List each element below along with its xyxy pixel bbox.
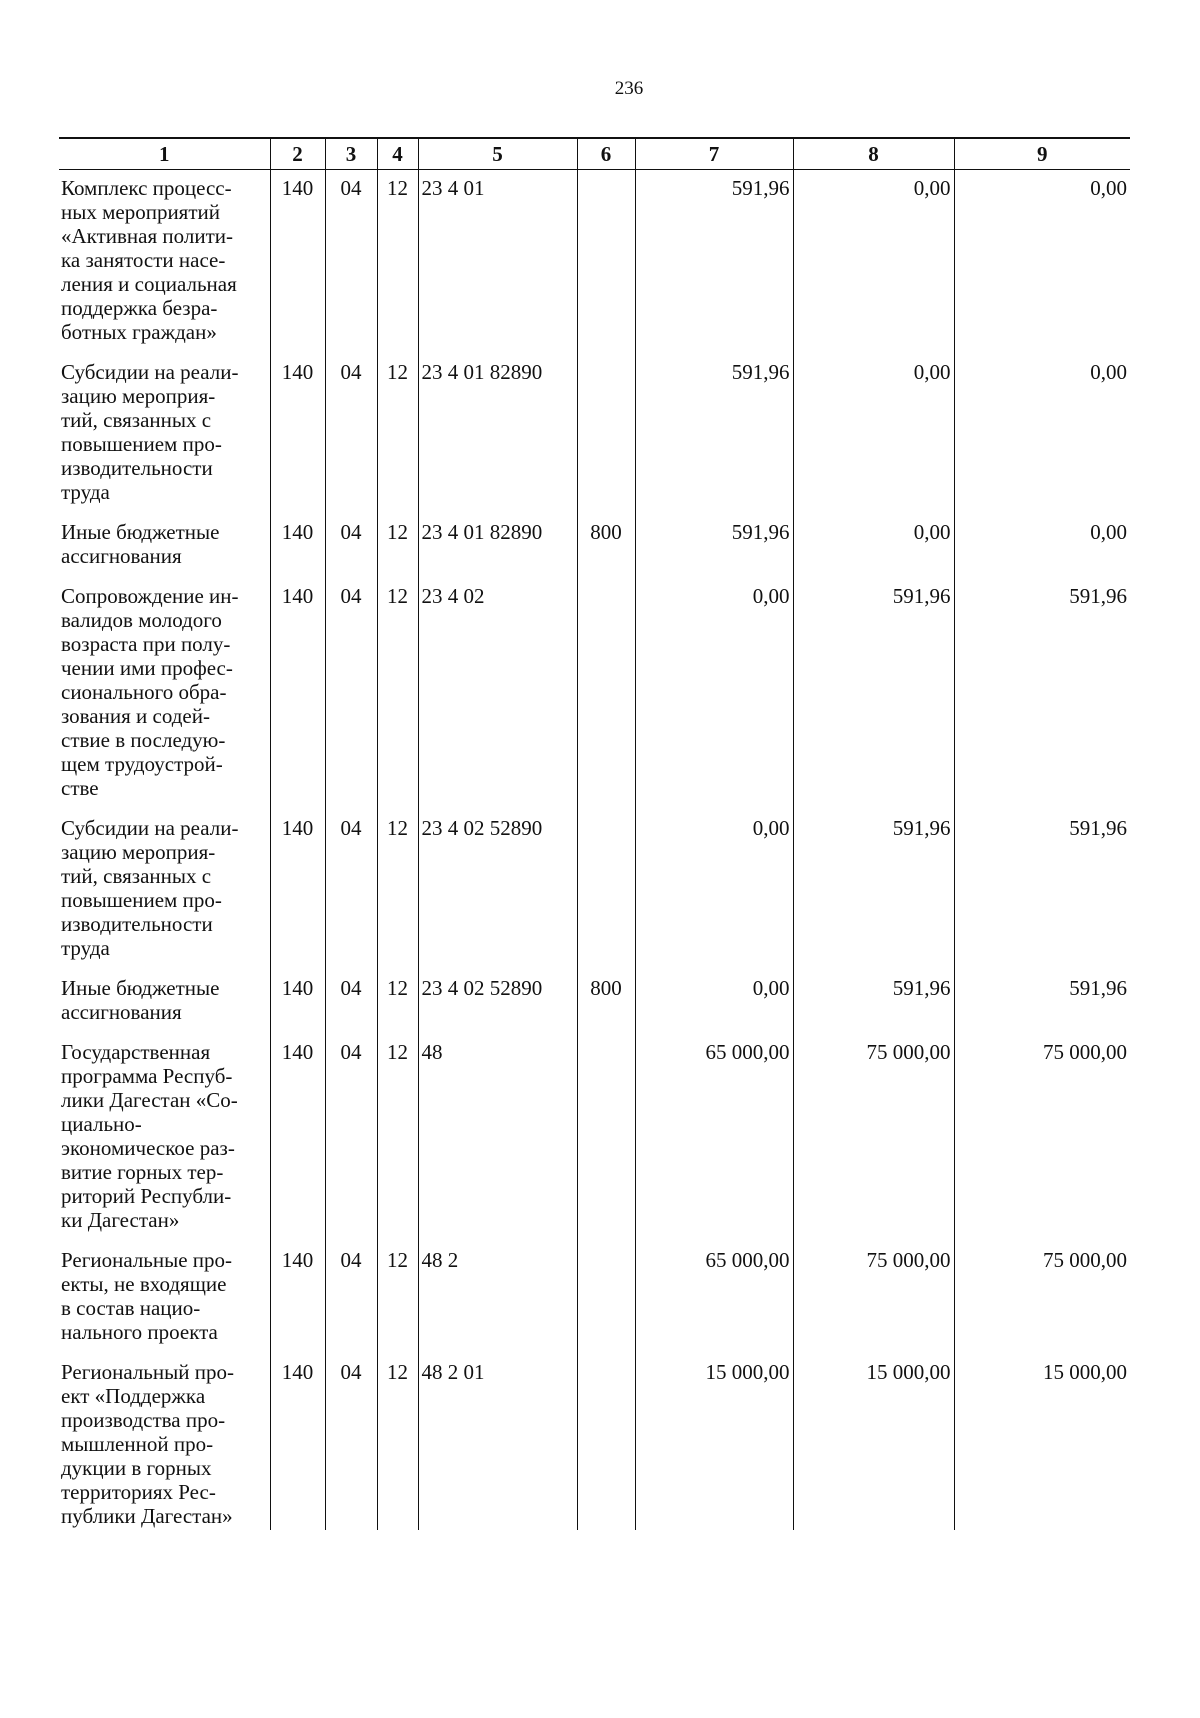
cell-target-article: 48 bbox=[418, 1034, 577, 1242]
cell-expense-type bbox=[577, 170, 635, 355]
item-name-line: Государственная bbox=[61, 1040, 211, 1064]
cell-amount-col9: 15 000,00 bbox=[954, 1354, 1130, 1530]
cell-subsection: 12 bbox=[377, 810, 418, 970]
cell-amount-col7: 591,96 bbox=[635, 354, 793, 514]
item-name-line: публики Дагестан» bbox=[61, 1504, 233, 1528]
cell-subsection: 12 bbox=[377, 970, 418, 1034]
item-name-line: труда bbox=[61, 480, 110, 504]
item-name-line: сионального обра- bbox=[61, 680, 227, 704]
item-name-line: изводительности bbox=[61, 912, 213, 936]
cell-amount-col8: 0,00 bbox=[793, 170, 954, 355]
column-header-3: 3 bbox=[325, 138, 377, 170]
cell-amount-col8: 591,96 bbox=[793, 970, 954, 1034]
item-name-line: ект «Поддержка bbox=[61, 1384, 206, 1408]
cell-admin-code: 140 bbox=[270, 1242, 325, 1354]
cell-amount-col8: 15 000,00 bbox=[793, 1354, 954, 1530]
cell-amount-col8: 591,96 bbox=[793, 578, 954, 810]
cell-target-article: 48 2 bbox=[418, 1242, 577, 1354]
cell-target-article: 23 4 01 82890 bbox=[418, 514, 577, 578]
item-name-line: риторий Республи- bbox=[61, 1184, 232, 1208]
item-name-line: щем трудоустрой- bbox=[61, 752, 223, 776]
cell-subsection: 12 bbox=[377, 1034, 418, 1242]
item-name-line: изводительности bbox=[61, 456, 213, 480]
item-name-line: Региональные про- bbox=[61, 1248, 233, 1272]
cell-admin-code: 140 bbox=[270, 1354, 325, 1530]
item-name-line: Субсидии на реали- bbox=[61, 816, 239, 840]
cell-amount-col9: 591,96 bbox=[954, 810, 1130, 970]
cell-admin-code: 140 bbox=[270, 514, 325, 578]
cell-amount-col9: 591,96 bbox=[954, 970, 1130, 1034]
cell-amount-col9: 75 000,00 bbox=[954, 1242, 1130, 1354]
cell-section: 04 bbox=[325, 514, 377, 578]
item-name-line: повышением про- bbox=[61, 432, 222, 456]
item-name-line: поддержка безра- bbox=[61, 296, 218, 320]
cell-target-article: 48 2 01 bbox=[418, 1354, 577, 1530]
cell-section: 04 bbox=[325, 810, 377, 970]
cell-item-name bbox=[59, 354, 270, 514]
item-name-line: повышением про- bbox=[61, 888, 222, 912]
cell-amount-col9: 591,96 bbox=[954, 578, 1130, 810]
item-name-line: лики Дагестан «Со- bbox=[61, 1088, 238, 1112]
cell-expense-type: 800 bbox=[577, 970, 635, 1034]
cell-item-name bbox=[59, 1242, 270, 1354]
cell-admin-code: 140 bbox=[270, 578, 325, 810]
item-name-line: нального проекта bbox=[61, 1320, 218, 1344]
table-row bbox=[59, 1354, 1130, 1530]
cell-amount-col8: 0,00 bbox=[793, 514, 954, 578]
item-name-line: труда bbox=[61, 936, 110, 960]
item-name-line: в состав нацио- bbox=[61, 1296, 201, 1320]
cell-admin-code: 140 bbox=[270, 1034, 325, 1242]
item-name-line: витие горных тер- bbox=[61, 1160, 224, 1184]
cell-section: 04 bbox=[325, 1242, 377, 1354]
header-row bbox=[59, 138, 1130, 170]
cell-item-name bbox=[59, 1354, 270, 1530]
cell-amount-col9: 75 000,00 bbox=[954, 1034, 1130, 1242]
item-name-line: возраста при полу- bbox=[61, 632, 231, 656]
cell-expense-type bbox=[577, 1034, 635, 1242]
cell-expense-type bbox=[577, 810, 635, 970]
column-header-6: 6 bbox=[577, 138, 635, 170]
item-name-line: зацию мероприя- bbox=[61, 840, 216, 864]
item-name-line: стве bbox=[61, 776, 99, 800]
table-row bbox=[59, 970, 1130, 1034]
cell-item-name bbox=[59, 970, 270, 1034]
item-name-line: чении ими профес- bbox=[61, 656, 233, 680]
cell-amount-col7: 15 000,00 bbox=[635, 1354, 793, 1530]
item-name-line: ботных граждан» bbox=[61, 320, 217, 344]
cell-amount-col8: 591,96 bbox=[793, 810, 954, 970]
cell-subsection: 12 bbox=[377, 1242, 418, 1354]
item-name-line: Комплекс процесс- bbox=[61, 176, 232, 200]
item-name-line: ления и социальная bbox=[61, 272, 237, 296]
cell-amount-col9: 0,00 bbox=[954, 170, 1130, 355]
item-name-line: ассигнования bbox=[61, 544, 182, 568]
item-name-line: тий, связанных с bbox=[61, 408, 212, 432]
item-name-line: ассигнования bbox=[61, 1000, 182, 1024]
item-name-line: дукции в горных bbox=[61, 1456, 212, 1480]
cell-expense-type bbox=[577, 1354, 635, 1530]
item-name-line: ствие в последую- bbox=[61, 728, 226, 752]
cell-admin-code: 140 bbox=[270, 970, 325, 1034]
cell-expense-type bbox=[577, 578, 635, 810]
cell-section: 04 bbox=[325, 578, 377, 810]
item-name-line: ка занятости насе- bbox=[61, 248, 226, 272]
cell-amount-col8: 0,00 bbox=[793, 354, 954, 514]
item-name-line: производства про- bbox=[61, 1408, 226, 1432]
cell-amount-col7: 591,96 bbox=[635, 170, 793, 355]
cell-expense-type: 800 bbox=[577, 514, 635, 578]
table-row bbox=[59, 514, 1130, 578]
item-name-line: екты, не входящие bbox=[61, 1272, 227, 1296]
column-header-9: 9 bbox=[954, 138, 1130, 170]
cell-amount-col7: 591,96 bbox=[635, 514, 793, 578]
cell-amount-col7: 0,00 bbox=[635, 810, 793, 970]
item-name-line: циально- bbox=[61, 1112, 142, 1136]
column-header-4: 4 bbox=[377, 138, 418, 170]
cell-target-article: 23 4 02 bbox=[418, 578, 577, 810]
table-row bbox=[59, 1034, 1130, 1242]
item-name-line: Сопровождение ин- bbox=[61, 584, 239, 608]
item-name-line: мышленной про- bbox=[61, 1432, 214, 1456]
cell-section: 04 bbox=[325, 1034, 377, 1242]
table-row bbox=[59, 354, 1130, 514]
item-name-line: Иные бюджетные bbox=[61, 976, 220, 1000]
cell-item-name bbox=[59, 578, 270, 810]
item-name-line: зацию мероприя- bbox=[61, 384, 216, 408]
cell-item-name bbox=[59, 514, 270, 578]
cell-amount-col9: 0,00 bbox=[954, 514, 1130, 578]
column-header-5: 5 bbox=[418, 138, 577, 170]
cell-amount-col9: 0,00 bbox=[954, 354, 1130, 514]
table-row bbox=[59, 1242, 1130, 1354]
cell-amount-col7: 0,00 bbox=[635, 970, 793, 1034]
cell-item-name bbox=[59, 170, 270, 355]
item-name-line: ных мероприятий bbox=[61, 200, 220, 224]
item-name-line: Иные бюджетные bbox=[61, 520, 220, 544]
table-row bbox=[59, 810, 1130, 970]
cell-subsection: 12 bbox=[377, 170, 418, 355]
cell-amount-col8: 75 000,00 bbox=[793, 1242, 954, 1354]
cell-target-article: 23 4 01 82890 bbox=[418, 354, 577, 514]
cell-subsection: 12 bbox=[377, 354, 418, 514]
column-header-1: 1 bbox=[59, 138, 270, 170]
cell-admin-code: 140 bbox=[270, 170, 325, 355]
cell-item-name bbox=[59, 1034, 270, 1242]
column-header-7: 7 bbox=[635, 138, 793, 170]
item-name-line: экономическое раз- bbox=[61, 1136, 235, 1160]
item-name-line: программа Респуб- bbox=[61, 1064, 233, 1088]
cell-amount-col7: 0,00 bbox=[635, 578, 793, 810]
cell-target-article: 23 4 02 52890 bbox=[418, 970, 577, 1034]
cell-amount-col7: 65 000,00 bbox=[635, 1034, 793, 1242]
cell-item-name bbox=[59, 810, 270, 970]
item-name-line: валидов молодого bbox=[61, 608, 222, 632]
cell-subsection: 12 bbox=[377, 578, 418, 810]
table-header bbox=[59, 138, 1130, 170]
cell-subsection: 12 bbox=[377, 514, 418, 578]
cell-target-article: 23 4 02 52890 bbox=[418, 810, 577, 970]
cell-section: 04 bbox=[325, 170, 377, 355]
item-name-line: тий, связанных с bbox=[61, 864, 212, 888]
item-name-line: ки Дагестан» bbox=[61, 1208, 180, 1232]
item-name-line: зования и содей- bbox=[61, 704, 210, 728]
cell-section: 04 bbox=[325, 354, 377, 514]
cell-section: 04 bbox=[325, 1354, 377, 1530]
table-row bbox=[59, 578, 1130, 810]
cell-expense-type bbox=[577, 1242, 635, 1354]
item-name-line: Субсидии на реали- bbox=[61, 360, 239, 384]
item-name-line: территориях Рес- bbox=[61, 1480, 216, 1504]
column-header-2: 2 bbox=[270, 138, 325, 170]
cell-amount-col7: 65 000,00 bbox=[635, 1242, 793, 1354]
column-header-8: 8 bbox=[793, 138, 954, 170]
table-body bbox=[59, 170, 1130, 1531]
cell-expense-type bbox=[577, 354, 635, 514]
cell-admin-code: 140 bbox=[270, 354, 325, 514]
cell-section: 04 bbox=[325, 970, 377, 1034]
budget-table bbox=[59, 137, 1130, 1530]
cell-admin-code: 140 bbox=[270, 810, 325, 970]
item-name-line: «Активная полити- bbox=[61, 224, 233, 248]
cell-amount-col8: 75 000,00 bbox=[793, 1034, 954, 1242]
cell-target-article: 23 4 01 bbox=[418, 170, 577, 355]
cell-subsection: 12 bbox=[377, 1354, 418, 1530]
table-row bbox=[59, 170, 1130, 355]
item-name-line: Региональный про- bbox=[61, 1360, 234, 1384]
page-number: 236 bbox=[614, 78, 644, 99]
